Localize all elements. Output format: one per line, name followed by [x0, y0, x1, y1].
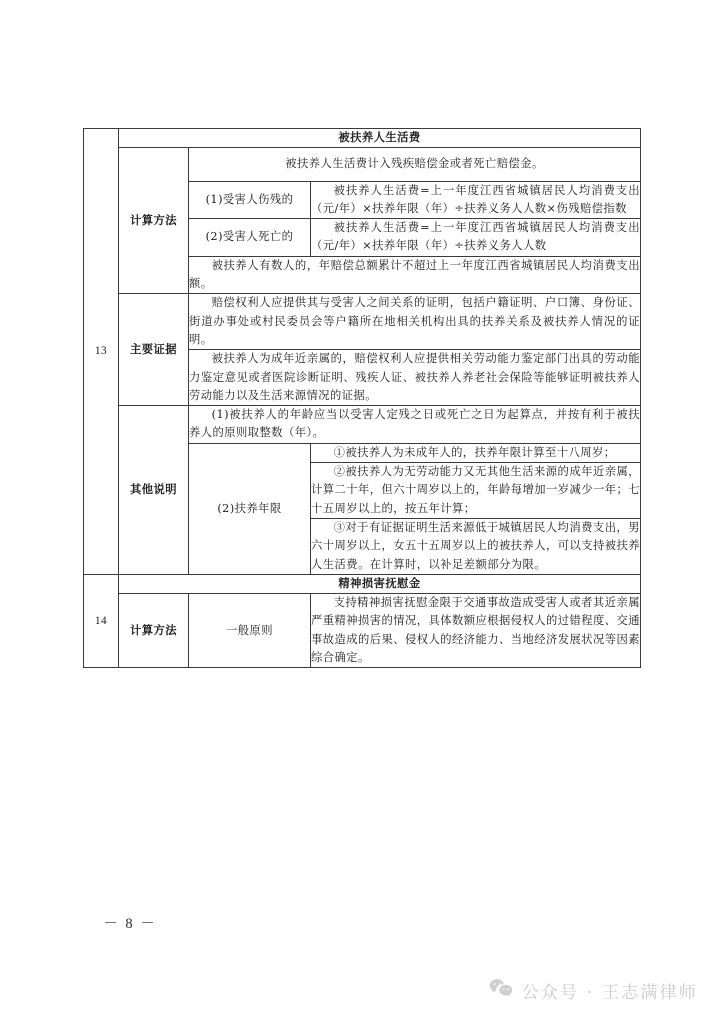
cell-note-sub-support-years: (2)扶养年限 [189, 443, 311, 574]
table-row [84, 129, 641, 148]
section-title-13: 被扶养人生活费 [119, 129, 641, 148]
cell-calc-sub-death: (2)受害人死亡的 [189, 219, 311, 257]
row-index-13: 13 [84, 129, 119, 575]
table-row [84, 148, 641, 181]
category-label-notes-13: 其他说明 [119, 406, 189, 575]
compensation-table [83, 128, 641, 668]
table-row [84, 594, 641, 668]
cell-evidence-relationship: 赔偿权利人应提供其与受害人之间关系的证明，包括户籍证明、户口簿、身份证、街道办事处或村民委员会等户籍所在地相关机构出具的扶养关系及被扶养人情况的证明。 [189, 294, 641, 350]
cell-note-low-income: ③对于有证据证明生活来源低于城镇居民人均消费支出，男六十周岁以上，女五十五周岁以上的被扶养人，可以支持被扶养人生活费。在计算时，以补足差额部分为限。 [311, 518, 641, 574]
cell-evidence-adult-relative: 被扶养人为成年近亲属的，赔偿权利人应提供相关劳动能力鉴定部门出具的劳动能力鉴定意见或者医院诊断证明、残疾人证、被扶养人养老社会保险等能够证明被扶养人劳动能力以及生活来源情况的证据。 [189, 350, 641, 406]
table-row [84, 294, 641, 350]
watermark-text: 公众号 · 王志满律师 [521, 983, 698, 1003]
cell-note-incapacitated-adult: ②被扶养人为无劳动能力又无其他生活来源的成年近亲属，计算二十年，但六十周岁以上的，年龄每增加一岁减少一年；七十五周岁以上的，按五年计算； [311, 463, 641, 519]
cell-calc-formula-death: 被扶养人生活费=上一年度江西省城镇居民人均消费支出（元/年）×扶养年限（年）÷扶养义务人人数 [311, 219, 641, 257]
table-row [84, 574, 641, 593]
cell-note-minor: ①被扶养人为未成年人的，扶养年限计算至十八周岁； [311, 443, 641, 462]
category-label-calculation-14: 计算方法 [119, 594, 189, 668]
cell-general-principle-body: 支持精神损害抚慰金限于交通事故造成受害人或者其近亲属严重精神损害的情况，具体数额应根据侵权人的过错程度、交通事故造成的后果、侵权人的经济能力、当地经济发展状况等因素综合确定。 [311, 594, 641, 668]
category-label-calculation-13: 计算方法 [119, 148, 189, 294]
cell-calc-cap-note: 被扶养人有数人的，年赔偿总额累计不超过上一年度江西省城镇居民人均消费支出额。 [189, 256, 641, 294]
page-number: － 8 － [103, 916, 157, 932]
cell-calc-formula-injury: 被扶养人生活费=上一年度江西省城镇居民人均消费支出（元/年）×扶养年限（年）÷扶养义务人人数×伤残赔偿指数 [311, 181, 641, 219]
cell-calc-sub-injury: (1)受害人伤残的 [189, 181, 311, 219]
cell-general-principle-label: 一般原则 [189, 594, 311, 668]
wechat-icon [489, 978, 513, 1003]
cell-note-age-basis: (1)被扶养人的年龄应当以受害人定残之日或死亡之日为起算点，并按有利于被扶养人的原则取整数（年）。 [189, 406, 641, 444]
category-label-evidence-13: 主要证据 [119, 294, 189, 406]
section-title-14: 精神损害抚慰金 [119, 574, 641, 593]
table-row [84, 406, 641, 444]
watermark [489, 978, 698, 1003]
row-index-14: 14 [84, 574, 119, 667]
cell-calc-note: 被扶养人生活费计入残疾赔偿金或者死亡赔偿金。 [189, 148, 641, 181]
